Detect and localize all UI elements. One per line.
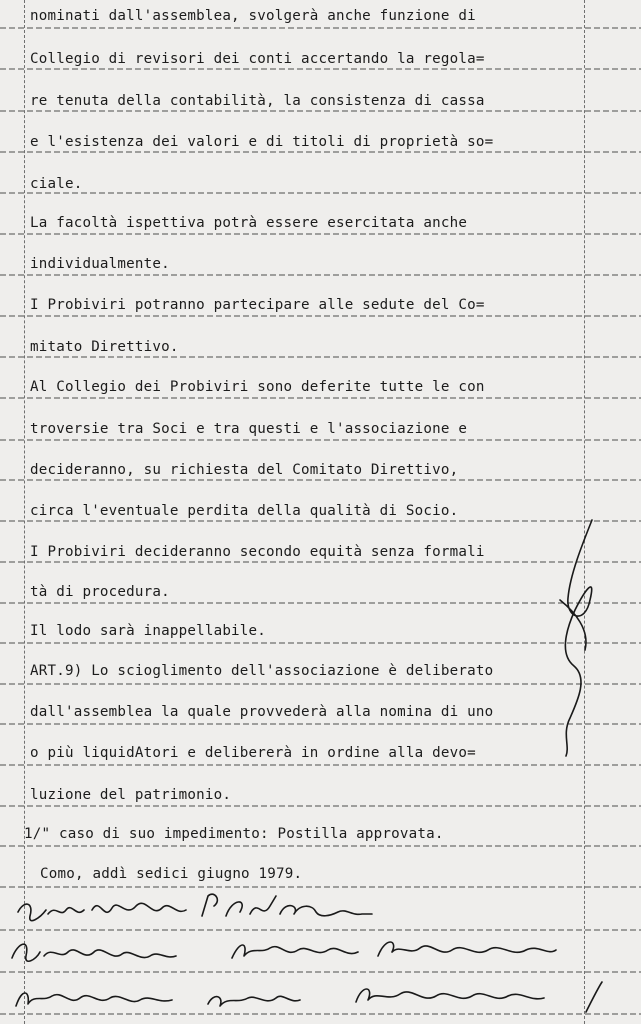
text-line: Collegio di revisori dei conti accertando la regola= xyxy=(30,51,485,67)
text-line: re tenuta della contabilità, la consistenza di cassa xyxy=(30,93,485,109)
signature-6 xyxy=(16,993,172,1006)
signature-8 xyxy=(356,982,602,1012)
signature-3 xyxy=(12,944,176,961)
text-line: I Probiviri potranno partecipare alle sedute del Co= xyxy=(30,297,485,313)
text-line: decideranno, su richiesta del Comitato Direttivo, xyxy=(30,462,459,478)
text-line: o più liquidAtori e delibererà in ordine alla devo= xyxy=(30,745,476,761)
text-line: Como, addì sedici giugno 1979. xyxy=(40,866,303,882)
signature-1 xyxy=(18,903,186,920)
text-line: I Probiviri decideranno secondo equità senza formali xyxy=(30,544,485,560)
text-line: individualmente. xyxy=(30,256,170,272)
text-line: e l'esistenza dei valori e di titoli di proprietà so= xyxy=(30,134,494,150)
signature-7 xyxy=(208,996,300,1006)
margin-initials-signature xyxy=(560,520,592,756)
text-line: Al Collegio dei Probiviri sono deferite tutte le con xyxy=(30,379,485,395)
text-line: luzione del patrimonio. xyxy=(30,787,232,803)
text-line: ciale. xyxy=(30,176,83,192)
text-line: tà di procedura. xyxy=(30,584,170,600)
text-line: ART.9) Lo scioglimento dell'associazione è deliberato xyxy=(30,663,494,679)
text-line: nominati dall'assemblea, svolgerà anche funzione di xyxy=(30,8,476,24)
signature-5 xyxy=(378,942,556,956)
text-line: Il lodo sarà inappellabile. xyxy=(30,623,267,639)
text-line: troversie tra Soci e tra questi e l'associazione e xyxy=(30,421,468,437)
text-line: mitato Direttivo. xyxy=(30,339,179,355)
text-line: 1/" caso di suo impedimento: Postilla approvata. xyxy=(24,826,444,842)
signature-4 xyxy=(232,945,358,958)
text-line: circa l'eventuale perdita della qualità di Socio. xyxy=(30,503,459,519)
signature-2 xyxy=(202,894,372,916)
text-line: La facoltà ispettiva potrà essere esercitata anche xyxy=(30,215,468,231)
text-line: dall'assemblea la quale provvederà alla nomina di uno xyxy=(30,704,494,720)
